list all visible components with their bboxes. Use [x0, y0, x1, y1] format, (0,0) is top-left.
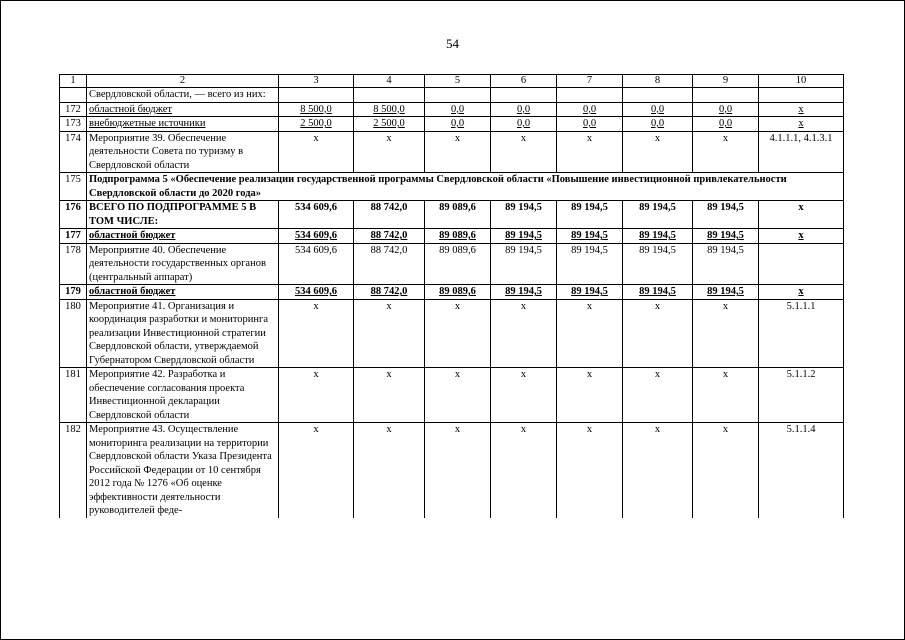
year-2015-cell: 0,0	[425, 102, 491, 117]
target-ref-cell: х	[759, 201, 844, 229]
year-2017-cell: 0,0	[557, 117, 623, 132]
description-cell: Мероприятие 41. Организация и координация разработки и мониторинга реализации Инвестиционной стратегии Свердловской области, утверждаемой Губернатором Свердловской области	[87, 299, 279, 368]
year-2016-cell	[491, 88, 557, 103]
year-2018-cell: х	[623, 299, 693, 368]
year-2018-cell: х	[623, 423, 693, 518]
column-header: 5	[425, 75, 491, 88]
target-ref-cell: 5.1.1.1	[759, 299, 844, 368]
year-2017-cell	[557, 88, 623, 103]
year-2019-cell: х	[693, 131, 759, 173]
row-number-cell: 181	[60, 368, 87, 423]
year-2017-cell: х	[557, 299, 623, 368]
row-number-cell: 179	[60, 285, 87, 300]
table-row	[60, 173, 844, 201]
total-cell: х	[279, 423, 354, 518]
column-header: 8	[623, 75, 693, 88]
target-ref-cell: 5.1.1.2	[759, 368, 844, 423]
year-2018-cell: 0,0	[623, 117, 693, 132]
year-2017-cell: 89 194,5	[557, 285, 623, 300]
description-cell: Мероприятие 40. Обеспечение деятельности государственных органов (центральный аппарат)	[87, 243, 279, 285]
column-header: 9	[693, 75, 759, 88]
year-2015-cell: х	[425, 131, 491, 173]
year-2019-cell: х	[693, 423, 759, 518]
row-number-cell: 172	[60, 102, 87, 117]
year-2019-cell: 89 194,5	[693, 229, 759, 244]
description-cell: ВСЕГО ПО ПОДПРОГРАММЕ 5 В ТОМ ЧИСЛЕ:	[87, 201, 279, 229]
description-cell: областной бюджет	[87, 285, 279, 300]
column-header: 10	[759, 75, 844, 88]
row-number-cell: 176	[60, 201, 87, 229]
table-row	[60, 131, 844, 173]
year-2017-cell: 89 194,5	[557, 229, 623, 244]
year-2014-cell	[354, 88, 425, 103]
target-ref-cell: х	[759, 285, 844, 300]
year-2014-cell: х	[354, 368, 425, 423]
year-2016-cell: 89 194,5	[491, 243, 557, 285]
description-cell: областной бюджет	[87, 102, 279, 117]
year-2014-cell: 8 500,0	[354, 102, 425, 117]
year-2015-cell: 89 089,6	[425, 243, 491, 285]
target-ref-cell	[759, 243, 844, 285]
year-2014-cell: х	[354, 299, 425, 368]
table-row	[60, 102, 844, 117]
year-2018-cell: х	[623, 368, 693, 423]
total-cell	[279, 88, 354, 103]
year-2016-cell: 89 194,5	[491, 229, 557, 244]
year-2017-cell: х	[557, 423, 623, 518]
description-cell: Мероприятие 43. Осуществление мониторинга реализации на территории Свердловской области Указа Президента Российской Федерации от 10 сентября 2012 года № 1276 «Об оценке эффективности деятельности руководителей феде-	[87, 423, 279, 518]
year-2014-cell: х	[354, 423, 425, 518]
target-ref-cell: 4.1.1.1, 4.1.3.1	[759, 131, 844, 173]
subprogram-title-cell: Подпрограмма 5 «Обеспечение реализации государственной программы Свердловской области «Повышение инвестиционной привлекательности Свердловской области до 2020 года»	[87, 173, 844, 201]
table-row	[60, 117, 844, 132]
total-cell: 534 609,6	[279, 285, 354, 300]
total-cell: 534 609,6	[279, 229, 354, 244]
year-2018-cell: 0,0	[623, 102, 693, 117]
table-body	[60, 75, 844, 518]
total-cell: 2 500,0	[279, 117, 354, 132]
year-2018-cell: х	[623, 131, 693, 173]
year-2017-cell: 89 194,5	[557, 243, 623, 285]
year-2015-cell: х	[425, 368, 491, 423]
year-2018-cell: 89 194,5	[623, 229, 693, 244]
year-2019-cell	[693, 88, 759, 103]
total-cell: х	[279, 299, 354, 368]
target-ref-cell	[759, 88, 844, 103]
row-number-cell: 174	[60, 131, 87, 173]
total-cell: х	[279, 368, 354, 423]
year-2019-cell: 0,0	[693, 102, 759, 117]
column-header: 6	[491, 75, 557, 88]
year-2019-cell: 89 194,5	[693, 243, 759, 285]
year-2014-cell: 88 742,0	[354, 201, 425, 229]
year-2016-cell: х	[491, 368, 557, 423]
target-ref-cell: х	[759, 117, 844, 132]
year-2016-cell: 89 194,5	[491, 285, 557, 300]
total-cell: х	[279, 131, 354, 173]
year-2016-cell: х	[491, 299, 557, 368]
table-row	[60, 368, 844, 423]
year-2017-cell: 89 194,5	[557, 201, 623, 229]
year-2016-cell: 0,0	[491, 102, 557, 117]
table-row	[60, 285, 844, 300]
year-2015-cell: 89 089,6	[425, 229, 491, 244]
description-cell: Мероприятие 39. Обеспечение деятельности Совета по туризму в Свердловской области	[87, 131, 279, 173]
row-number-cell: 177	[60, 229, 87, 244]
column-header: 4	[354, 75, 425, 88]
year-2014-cell: 88 742,0	[354, 229, 425, 244]
year-2014-cell: 88 742,0	[354, 285, 425, 300]
year-2015-cell: х	[425, 299, 491, 368]
table-row	[60, 243, 844, 285]
total-cell: 534 609,6	[279, 243, 354, 285]
column-header: 2	[87, 75, 279, 88]
year-2018-cell: 89 194,5	[623, 285, 693, 300]
year-2014-cell: х	[354, 131, 425, 173]
year-2019-cell: 89 194,5	[693, 201, 759, 229]
year-2019-cell: х	[693, 368, 759, 423]
year-2018-cell	[623, 88, 693, 103]
year-2015-cell: 0,0	[425, 117, 491, 132]
year-2015-cell: 89 089,6	[425, 285, 491, 300]
year-2019-cell: х	[693, 299, 759, 368]
total-cell: 534 609,6	[279, 201, 354, 229]
description-cell: Мероприятие 42. Разработка и обеспечение согласования проекта Инвестиционной декларации Свердловской области	[87, 368, 279, 423]
target-ref-cell: х	[759, 229, 844, 244]
target-ref-cell: 5.1.1.4	[759, 423, 844, 518]
table-row	[60, 423, 844, 518]
row-number-cell: 173	[60, 117, 87, 132]
total-cell: 8 500,0	[279, 102, 354, 117]
row-number-cell: 178	[60, 243, 87, 285]
table-row	[60, 229, 844, 244]
year-2016-cell: х	[491, 423, 557, 518]
year-2017-cell: 0,0	[557, 102, 623, 117]
column-header: 7	[557, 75, 623, 88]
row-number-cell: 180	[60, 299, 87, 368]
row-number-cell	[60, 88, 87, 103]
year-2019-cell: 0,0	[693, 117, 759, 132]
year-2016-cell: 89 194,5	[491, 201, 557, 229]
column-header: 1	[60, 75, 87, 88]
description-cell: Свердловской области, — всего из них:	[87, 88, 279, 103]
header-row	[60, 75, 844, 88]
table-row	[60, 299, 844, 368]
year-2016-cell: х	[491, 131, 557, 173]
year-2014-cell: 88 742,0	[354, 243, 425, 285]
budget-table	[59, 74, 844, 518]
year-2018-cell: 89 194,5	[623, 201, 693, 229]
year-2014-cell: 2 500,0	[354, 117, 425, 132]
target-ref-cell: х	[759, 102, 844, 117]
year-2015-cell: х	[425, 423, 491, 518]
year-2017-cell: х	[557, 368, 623, 423]
year-2019-cell: 89 194,5	[693, 285, 759, 300]
year-2017-cell: х	[557, 131, 623, 173]
year-2015-cell	[425, 88, 491, 103]
year-2018-cell: 89 194,5	[623, 243, 693, 285]
year-2016-cell: 0,0	[491, 117, 557, 132]
page-number: 54	[446, 36, 459, 51]
row-number-cell: 182	[60, 423, 87, 518]
column-header: 3	[279, 75, 354, 88]
table-row	[60, 88, 844, 103]
description-cell: внебюджетные источники	[87, 117, 279, 132]
description-cell: областной бюджет	[87, 229, 279, 244]
row-number-cell: 175	[60, 173, 87, 201]
year-2015-cell: 89 089,6	[425, 201, 491, 229]
table-row	[60, 201, 844, 229]
